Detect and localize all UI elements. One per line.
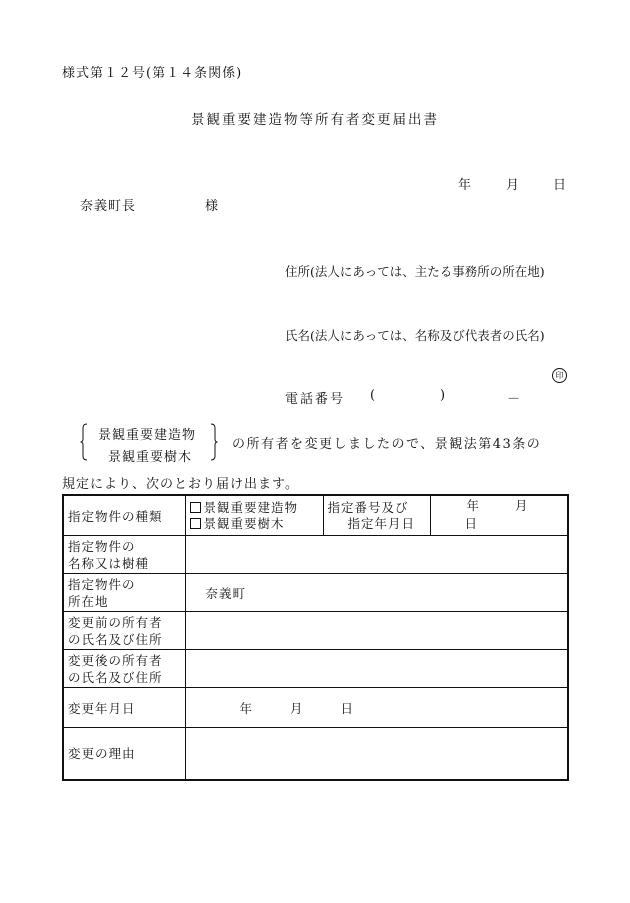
phone-dash: － <box>507 392 521 407</box>
checkbox-building-label: 景観重要建造物 <box>203 499 299 515</box>
table-row-reason <box>63 728 568 780</box>
addressee-name: 奈義町長 <box>80 199 137 214</box>
previous-owner-label-2: の氏名及び住所 <box>68 631 163 647</box>
new-owner-value[interactable] <box>185 650 568 688</box>
change-month: 月 <box>290 700 304 716</box>
notification-table <box>62 494 569 781</box>
name-label-1: 指定物件の <box>68 538 136 554</box>
option-building: 景観重要建造物 <box>98 428 197 443</box>
table-row-type <box>63 495 568 536</box>
type-label: 指定物件の種類 <box>63 495 185 536</box>
location-value[interactable] <box>185 574 568 612</box>
designation-month: 月 <box>515 498 529 513</box>
previous-owner-label <box>63 612 185 650</box>
table-row-location <box>63 574 568 612</box>
right-brace <box>210 423 218 461</box>
table-row-previous-owner <box>63 612 568 650</box>
change-day: 日 <box>340 700 355 716</box>
reason-value[interactable] <box>185 728 568 780</box>
location-town: 奈義町 <box>205 585 247 601</box>
phone-label: 電話番号 <box>285 392 346 407</box>
type-options <box>185 495 323 536</box>
checkbox-building-row <box>190 500 319 516</box>
checkbox-building[interactable] <box>190 502 201 513</box>
checkbox-tree-label: 景観重要樹木 <box>203 515 285 531</box>
checkbox-tree-row <box>190 516 319 532</box>
table-row-change-date <box>63 688 568 728</box>
applicant-address-label: 住所(法人にあっては、主たる事務所の所在地) <box>285 264 545 279</box>
previous-owner-label-1: 変更前の所有者 <box>68 614 163 630</box>
new-owner-label-2: の氏名及び住所 <box>68 669 163 685</box>
addressee-honorific: 様 <box>205 199 219 214</box>
phone-paren-open: ( <box>370 388 376 403</box>
document-title: 景観重要建造物等所有者変更届出書 <box>191 112 439 128</box>
form-number: 様式第１２号(第１４条関係) <box>62 66 243 81</box>
designation-year: 年 <box>466 498 481 513</box>
name-label <box>63 536 185 574</box>
applicant-name-label: 氏名(法人にあっては、名称及び代表者の氏名) <box>285 328 545 343</box>
new-owner-label <box>63 650 185 688</box>
designation-date[interactable] <box>430 495 568 536</box>
table-row-new-owner <box>63 650 568 688</box>
option-tree: 景観重要樹木 <box>108 450 193 465</box>
phone-paren-close: ) <box>440 388 446 403</box>
location-label-2: 所在地 <box>68 593 109 609</box>
date-month-label: 月 <box>506 178 520 193</box>
previous-owner-value[interactable] <box>185 612 568 650</box>
date-year-label: 年 <box>458 178 472 193</box>
checkbox-tree[interactable] <box>190 518 201 529</box>
statement-line-1: の所有者を変更しましたので、景観法第43条の <box>232 437 542 452</box>
new-owner-label-1: 変更後の所有者 <box>68 652 163 668</box>
change-year: 年 <box>239 700 254 716</box>
designation-day: 日 <box>464 516 479 531</box>
statement-line-2: 規定により、次のとおり届け出ます。 <box>62 477 299 492</box>
date-day-label: 日 <box>553 178 567 193</box>
location-label <box>63 574 185 612</box>
reason-label: 変更の理由 <box>63 728 185 780</box>
designation-label <box>323 495 430 536</box>
designation-label-2: 指定年月日 <box>347 515 416 531</box>
name-label-2: 名称又は樹種 <box>68 555 150 571</box>
location-label-1: 指定物件の <box>68 576 136 592</box>
change-date-label: 変更年月日 <box>63 688 185 728</box>
designation-label-1: 指定番号及び <box>327 499 409 515</box>
table-row-name <box>63 536 568 574</box>
left-brace <box>80 423 88 461</box>
seal-mark: 印 <box>552 368 567 383</box>
change-date-value[interactable] <box>185 688 568 728</box>
name-value[interactable] <box>185 536 568 574</box>
